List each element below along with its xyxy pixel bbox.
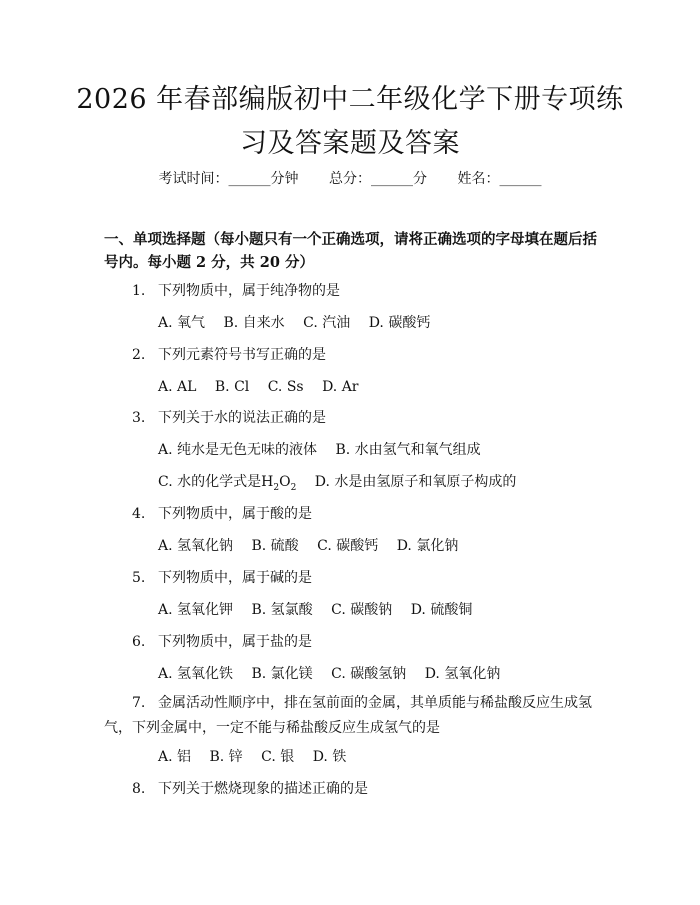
option-a: A. 氧气 <box>158 315 206 331</box>
option-c: C. 银 <box>261 749 295 765</box>
option-b: B. 硫酸 <box>251 538 299 554</box>
option-d: D. 氯化钠 <box>396 538 459 554</box>
question-number: 3. <box>132 410 146 426</box>
question-2 <box>132 345 326 365</box>
section-heading: 一、单项选择题（每小题只有一个正确选项，请将正确选项的字母填在题后括号内。每小题 2 分，共 20 分） <box>104 231 597 271</box>
question-stem: 下列关于燃烧现象的描述正确的是 <box>158 781 368 797</box>
option-d: D. 铁 <box>312 749 347 765</box>
score-blank: ______ <box>371 171 413 187</box>
option-c: C. 碳酸钠 <box>331 602 393 618</box>
name-blank: ______ <box>499 171 542 187</box>
question-6-options <box>158 664 514 684</box>
question-8 <box>132 779 368 799</box>
question-2-options <box>158 377 373 397</box>
option-a: A. 纯水是无色无味的液体 <box>158 442 318 458</box>
title-line-1: 2026 年春部编版初中二年级化学下册专项练 <box>76 84 624 115</box>
question-number: 2. <box>132 347 146 363</box>
question-stem: 金属活动性顺序中，排在氢前面的金属，其单质能与稀盐酸反应生成氢气，下列金属中，一定不能与稀盐酸反应生成氢气的是 <box>104 695 592 736</box>
name-label: 姓名： <box>457 171 500 187</box>
option-d: D. 水是由氢原子和氧原子构成的 <box>314 474 517 490</box>
question-number: 1. <box>132 283 146 299</box>
option-c: C. 碳酸氢钠 <box>331 666 407 682</box>
question-3-options-row-1 <box>158 440 495 460</box>
question-4 <box>132 504 312 524</box>
question-3-options-row-2 <box>158 472 530 498</box>
option-b: B. 氯化镁 <box>251 666 313 682</box>
question-7 <box>104 691 604 741</box>
option-b: B. 氢氯酸 <box>251 602 313 618</box>
question-stem: 下列物质中，属于酸的是 <box>158 506 312 522</box>
score-label: 总分： <box>329 171 371 187</box>
option-d: D. 碳酸钙 <box>368 315 431 331</box>
option-d: D. Ar <box>322 379 359 395</box>
option-a: A. 铝 <box>158 749 192 765</box>
question-stem: 下列关于水的说法正确的是 <box>158 410 326 426</box>
time-unit: 分钟 <box>270 171 299 187</box>
option-b: B. Cl <box>214 379 250 395</box>
option-a: A. 氢氧化钾 <box>158 602 234 618</box>
question-number: 8. <box>132 781 146 797</box>
option-a: A. AL <box>158 379 197 395</box>
option-c: C. Ss <box>267 379 304 395</box>
time-label: 考试时间： <box>158 171 229 187</box>
option-d: D. 氢氧化钠 <box>424 666 501 682</box>
option-b: B. 水由氢气和氧气组成 <box>335 442 481 458</box>
option-b: B. 自来水 <box>223 315 285 331</box>
option-b: B. 锌 <box>209 749 243 765</box>
question-4-options <box>158 536 472 556</box>
question-stem: 下列物质中，属于纯净物的是 <box>158 283 340 299</box>
option-d: D. 硫酸铜 <box>410 602 473 618</box>
document-title <box>60 78 640 166</box>
option-a: A. 氢氧化铁 <box>158 666 234 682</box>
question-stem: 下列物质中，属于碱的是 <box>158 570 312 586</box>
option-c: C. 水的化学式是$H_2O_2$ <box>158 474 297 493</box>
question-1 <box>132 281 340 301</box>
question-stem: 下列元素符号书写正确的是 <box>158 347 326 363</box>
question-number: 5. <box>132 570 146 586</box>
question-5 <box>132 568 312 588</box>
question-number: 6. <box>132 634 146 650</box>
time-blank: ______ <box>228 171 271 187</box>
question-number: 4. <box>132 506 146 522</box>
question-3 <box>132 408 326 428</box>
question-number: 7. <box>132 695 146 711</box>
exam-info-line <box>0 168 700 188</box>
option-a: A. 氢氧化钠 <box>158 538 234 554</box>
score-unit: 分 <box>413 171 427 187</box>
chemical-formula: $H_2O_2$ <box>261 474 297 493</box>
question-7-options <box>158 747 360 767</box>
option-c: C. 碳酸钙 <box>317 538 379 554</box>
question-6 <box>132 632 312 652</box>
question-stem: 下列物质中，属于盐的是 <box>158 634 312 650</box>
option-c: C. 汽油 <box>303 315 351 331</box>
question-1-options <box>158 313 444 333</box>
title-line-2: 习及答案题及答案 <box>240 128 460 159</box>
question-5-options <box>158 600 486 620</box>
